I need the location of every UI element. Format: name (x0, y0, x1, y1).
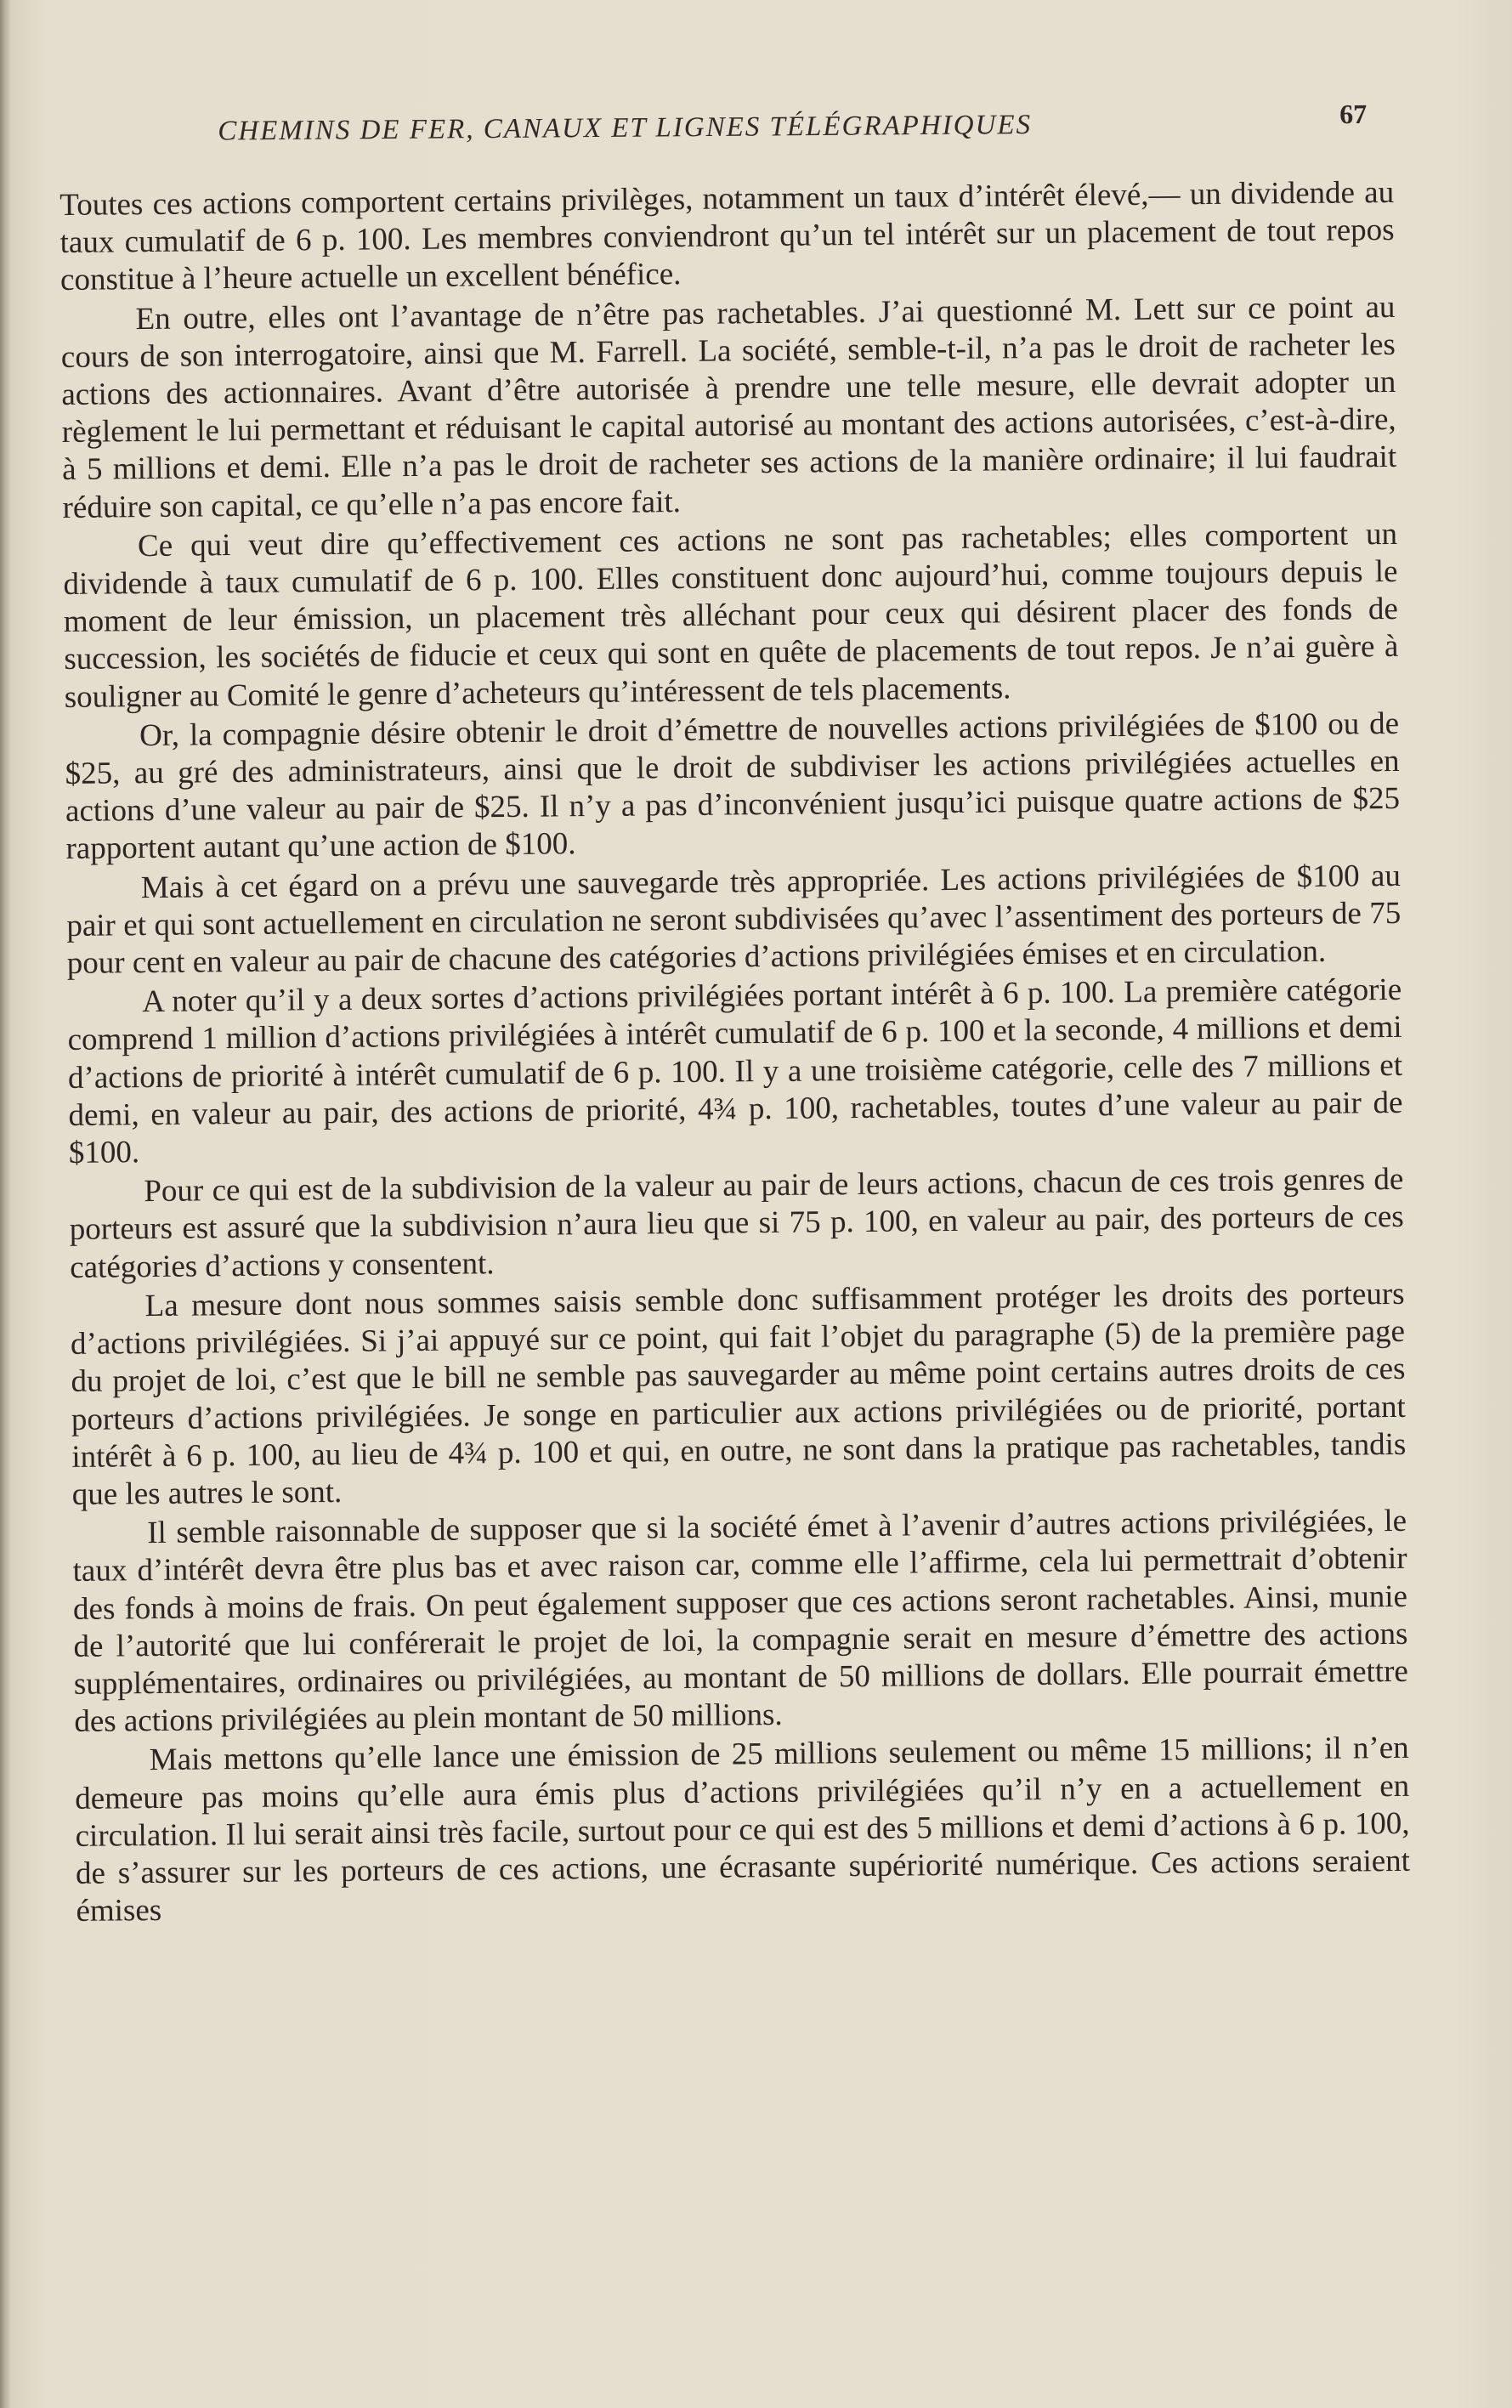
paragraph-1: Toutes ces actions comportent certains privilèges, notamment un taux d’intérêt élevé,— un dividende au taux cumulatif de 6 p. 100. Les membres conviendront qu’un tel intérêt sur un placement de tout repos constitue à l’heure actuelle un excellent bénéfice. (59, 174, 1395, 298)
paragraph-8: La mesure dont nous sommes saisis semble donc suffisamment protéger les droits des porteurs d’actions privilégiées. Si j’ai appuyé sur ce point, qui fait l’objet du paragraphe (5) de la première page du projet de loi, c’est que le bill ne semble pas sauvegarder au même point certains autres droits de ces porteurs d’actions privilégiées. Je songe en particulier aux actions privilégiées ou de priorité, portant intérêt à 6 p. 100, au lieu de 4¾ p. 100 et qui, en outre, ne sont dans la pratique pas rachetables, tandis que les autres le sont. (70, 1276, 1407, 1512)
book-binding-edge (0, 0, 10, 2408)
paragraph-2: En outre, elles ont l’avantage de n’être pas rachetables. J’ai questionné M. Lett sur ce point au cours de son interrogatoire, ainsi que M. Farrell. La société, semble-t-il, n’a pas le droit de racheter les actions des actionnaires. Avant d’être autorisée à prendre une telle mesure, elle devrait adopter un règlement le lui permettant et réduisant le capital autorisé au montant des actions autorisées, c’est-à-dire, à 5 millions et demi. Elle n’a pas le droit de racheter ses actions de la manière ordinaire; il lui faudrait réduire son capital, ce qu’elle n’a pas encore fait. (60, 289, 1397, 525)
page-number: 67 (1339, 98, 1368, 130)
paragraph-10: Mais mettons qu’elle lance une émission de 25 millions seulement ou même 15 millions; il n’en demeure pas moins qu’elle aura émis plus d’actions privilégiées qu’il n’y en a actuellement en circulation. Il lui serait ainsi très facile, surtout pour ce qui est des 5 millions et demi d’actions à 6 p. 100, de s’assurer sur les porteurs de ces actions, une écrasante supériorité numérique. Ces actions seraient émises (75, 1731, 1411, 1929)
paragraph-5: Mais à cet égard on a prévu une sauvegarde très appropriée. Les actions privilégiées de $100 au pair et qui sont actuellement en circulation ne seront subdivisées qu’avec l’assentiment des porteurs de 75 pour cent en valeur au pair de chacune des catégories d’actions privilégiées émises et en circulation. (66, 858, 1402, 982)
paragraph-3: Ce qui veut dire qu’effectivement ces actions ne sont pas rachetables; elles comportent un dividende à taux cumulatif de 6 p. 100. Elles constituent donc aujourd’hui, comme toujours depuis le moment de leur émission, un placement très alléchant pour ceux qui désirent placer des fonds de succession, les sociétés de fiducie et ceux qui sont en quête de placements de tout repos. Je n’ai guère à souligner au Comité le genre d’acheteurs qu’intéressent de tels placements. (63, 516, 1399, 715)
paragraph-6: A noter qu’il y a deux sortes d’actions privilégiées portant intérêt à 6 p. 100. La première catégorie comprend 1 million d’actions privilégiées à intérêt cumulatif de 6 p. 100 et la seconde, 4 millions et demi d’actions de priorité à intérêt cumulatif de 6 p. 100. Il y a une troisième catégorie, celle des 7 millions et demi, en valeur au pair, des actions de priorité, 4¾ p. 100, rachetables, toutes d’une valeur au pair de $100. (67, 972, 1403, 1171)
running-title: CHEMINS DE FER, CANAUX ET LIGNES TÉLÉGRAPHIQUES (218, 110, 1033, 147)
paragraph-4: Or, la compagnie désire obtenir le droit d’émettre de nouvelles actions privilégiées de $100 ou de $25, au gré des administrateurs, ainsi que le droit de subdiviser les actions privilégiées actuelles en actions d’une valeur au pair de $25. Il n’y a pas d’inconvénient jusqu’ici puisque quatre actions de $25 rapportent autant qu’une action de $100. (65, 705, 1401, 867)
body-text (59, 174, 1411, 1932)
running-head (59, 89, 1453, 151)
paragraph-9: Il semble raisonnable de supposer que si la société émet à l’avenir d’autres actions privilégiées, le taux d’intérêt devra être plus bas et avec raison car, comme elle l’affirme, cela lui permettrait d’obtenir des fonds à moins de frais. On peut également supposer que ces actions seront rachetables. Ainsi, munie de l’autorité que lui conférerait le projet de loi, la compagnie serait en mesure d’émettre des actions supplémentaires, ordinaires ou privilégiées, au montant de 50 millions de dollars. Elle pourrait émettre des actions privilégiées au plein montant de 50 millions. (72, 1503, 1409, 1740)
paragraph-7: Pour ce qui est de la subdivision de la valeur au pair de leurs actions, chacun de ces trois genres de porteurs est assuré que la subdivision n’aura lieu que si 75 p. 100, en valeur au pair, des porteurs de ces catégories d’actions y consentent. (69, 1162, 1404, 1285)
